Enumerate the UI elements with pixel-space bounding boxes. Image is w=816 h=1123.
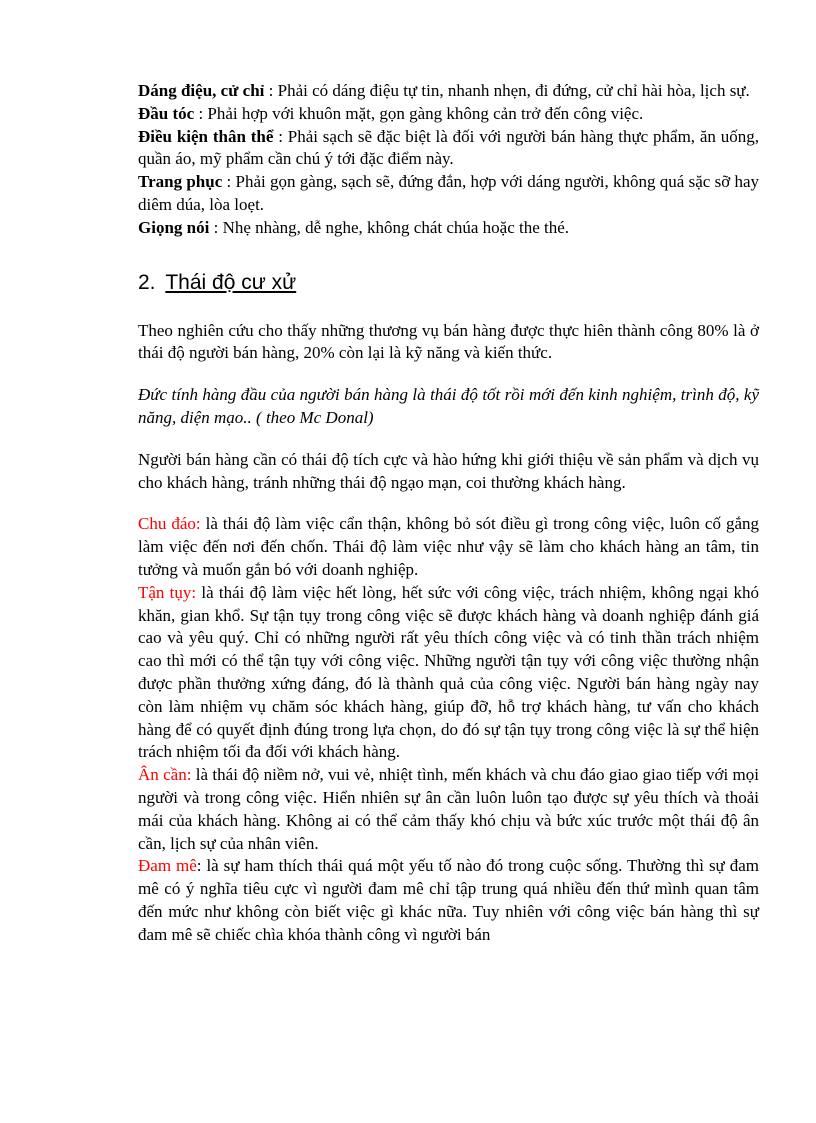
appearance-item [138,171,759,217]
appearance-item [138,80,759,103]
attitude-item [138,513,759,581]
attitude-text: là thái độ làm việc cẩn thận, không bỏ sót điều gì trong công việc, luôn cố gắng làm việc đến nơi đến chốn. Thái độ làm việc như vậy sẽ làm cho khách hàng an tâm, tin tưởng và muốn gắn bó với doanh nghiệp. [138,514,759,579]
appearance-term: Đầu tóc [138,103,195,123]
appearance-text: : Phải gọn gàng, sạch sẽ, đứng đắn, hợp với dáng người, không quá sặc sỡ hay diêm dúa, lòa loẹt. [138,172,759,214]
appearance-term: Trang phục [138,172,223,192]
appearance-text: : Phải sạch sẽ đặc biệt là đối với người bán hàng thực phẩm, ăn uống, quần áo, mỹ phẩm cần chú ý tới đặc điểm này. [138,126,759,169]
section-title: Thái độ cư xử [165,270,297,294]
attitude-text: là thái độ niềm nở, vui vẻ, nhiệt tình, mến khách và chu đáo giao giao tiếp với mọi người và trong công việc. Hiển nhiên sự ân cần luôn luôn tạo được sự yêu thích và thoải mái của khách hàng. Không ai có thể cảm thấy khó chịu và bức xúc trước một thái độ ân cần, lịch sự của nhân viên. [138,765,759,853]
attitude-item [138,764,759,855]
attitude-paragraph: Người bán hàng cần có thái độ tích cực và hào hứng khi giới thiệu về sản phẩm và dịch vụ cho khách hàng, tránh những thái độ ngạo mạn, coi thường khách hàng. [138,449,759,492]
attitude-term: Đam mê [138,856,197,876]
appearance-item [138,126,759,172]
appearance-term: Điều kiện thân thể [138,126,274,146]
appearance-term: Giọng nói [138,217,210,237]
attitude-term: Tận tụy: [138,582,197,602]
appearance-term: Dáng điệu, cử chỉ [138,81,265,100]
attitude-text: là thái độ làm việc hết lòng, hết sức với công việc, trách nhiệm, không ngại khó khăn, gian khổ. Sự tận tụy trong công việc sẽ được khách hàng và doanh nghiệp đánh giá cao và yêu quý. Chỉ có những người rất yêu thích công việc và có tinh thần trách nhiệm cao thì mới có thể tận tụy với công việc. Những người tận tụy với công việc thường nhận được phần thưởng xứng đáng, đó là thành quả của công việc. Người bán hàng ngày nay còn làm nhiệm vụ chăm sóc khách hàng, giúp đỡ, hỗ trợ khách hàng, tư vấn cho khách hàng để có quyết định đúng trong lựa chọn, do đó sự tận tụy trong công việc là sự thể hiện trách nhiệm tối đa đối với khách hàng. [138,582,759,762]
appearance-text: : Nhẹ nhàng, dễ nghe, không chát chúa hoặc the thé. [209,217,570,237]
attitude-text: : là sự ham thích thái quá một yếu tố nào đó trong cuộc sống. Thường thì sự đam mê có ý nghĩa tiêu cực vì người đam mê chỉ tập trung quá nhiều đến thứ mình quan tâm đến mức như không còn biết việc gì khác nữa. Tuy nhiên với công việc bán hàng thì sự đam mê sẽ chiếc chìa khóa thành công vì người bán [138,856,759,944]
appearance-item [138,217,759,240]
attitude-item [138,855,759,946]
appearance-text: : Phải hợp với khuôn mặt, gọn gàng không cản trở đến công việc. [194,103,644,123]
appearance-text: : Phải có dáng điệu tự tin, nhanh nhẹn, đi đứng, cử chỉ hài hòa, lịch sự. [264,81,750,100]
quote-paragraph: Đức tính hàng đầu của người bán hàng là thái độ tốt rồi mới đến kinh nghiệm, trình độ, kỹ năng, diện mạo.. ( theo Mc Donal) [138,385,759,427]
attitude-term: Chu đáo: [138,514,201,534]
section-heading [138,270,759,296]
attitude-item [138,582,759,764]
intro-paragraph: Theo nghiên cứu cho thấy những thương vụ bán hàng được thực hiên thành công 80% là ở thái độ người bán hàng, 20% còn lại là kỹ năng và kiến thức. [138,320,759,363]
section-number: 2. [138,270,156,294]
appearance-item [138,103,759,126]
attitude-term: Ân cần: [138,765,192,785]
document-page [138,80,759,947]
